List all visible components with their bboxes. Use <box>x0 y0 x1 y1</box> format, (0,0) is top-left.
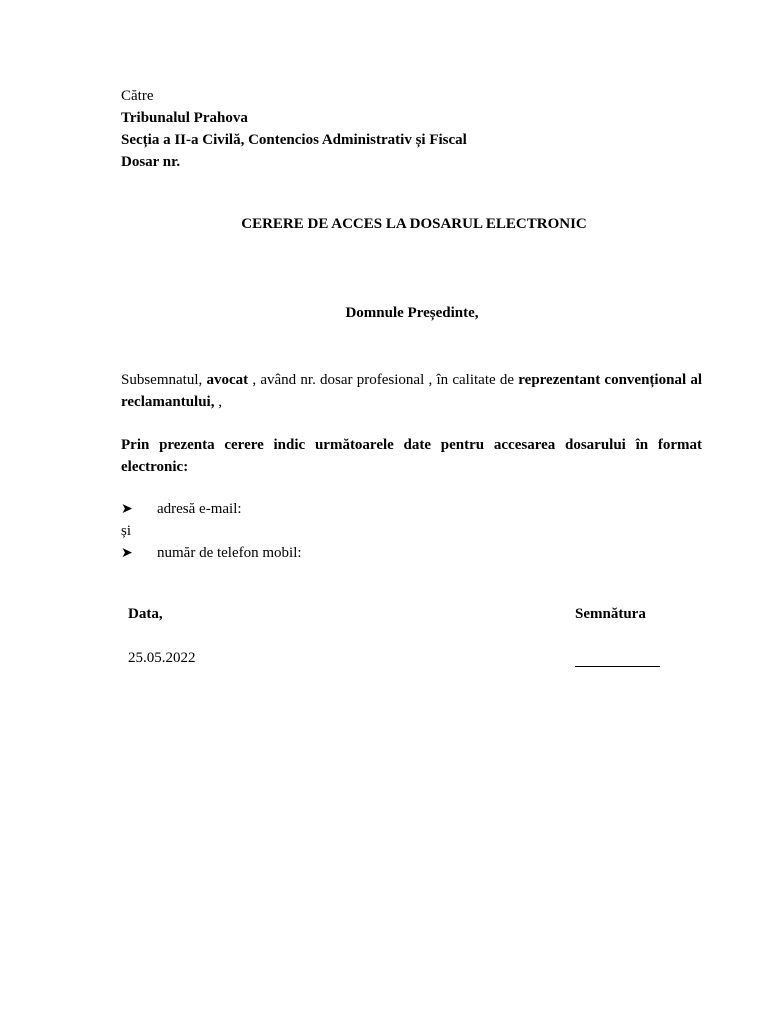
list-item-phone <box>121 545 302 565</box>
date-label: Data, <box>128 606 163 622</box>
paragraph-text: Subsemnatul, <box>121 372 207 388</box>
date-value: 25.05.2022 <box>128 650 196 666</box>
document-title: CERERE DE ACCES LA DOSARUL ELECTRONIC <box>241 216 587 232</box>
signature-line <box>575 666 660 667</box>
court-name: Tribunalul Prahova <box>121 110 248 126</box>
paragraph-representation <box>121 369 702 413</box>
role-text: avocat <box>206 372 249 388</box>
capacity-text: reprezentant convențional al reclamantului, <box>121 372 703 410</box>
paragraph-text: , având nr. dosar profesional , în calitate de <box>248 372 519 388</box>
conjunction-text: și <box>121 523 132 539</box>
file-number-label: Dosar nr. <box>121 154 181 170</box>
addressee-prefix: Către <box>121 88 154 104</box>
salutation: Domnule Președinte, <box>345 305 479 321</box>
arrowhead-bullet-icon: ➤ <box>121 501 133 517</box>
address-block <box>121 85 467 173</box>
email-label: adresă e-mail: <box>157 501 242 517</box>
paragraph-text: , <box>214 394 222 410</box>
court-section: Secția a II-a Civilă, Contencios Administrativ și Fiscal <box>121 132 467 148</box>
arrowhead-bullet-icon: ➤ <box>121 545 133 561</box>
paragraph-request: Prin prezenta cerere indic următoarele date pentru accesarea dosarului în format electronic: <box>121 437 702 475</box>
signature-label: Semnătura <box>575 606 646 622</box>
list-item-email <box>121 501 242 521</box>
phone-label: număr de telefon mobil: <box>157 545 302 561</box>
